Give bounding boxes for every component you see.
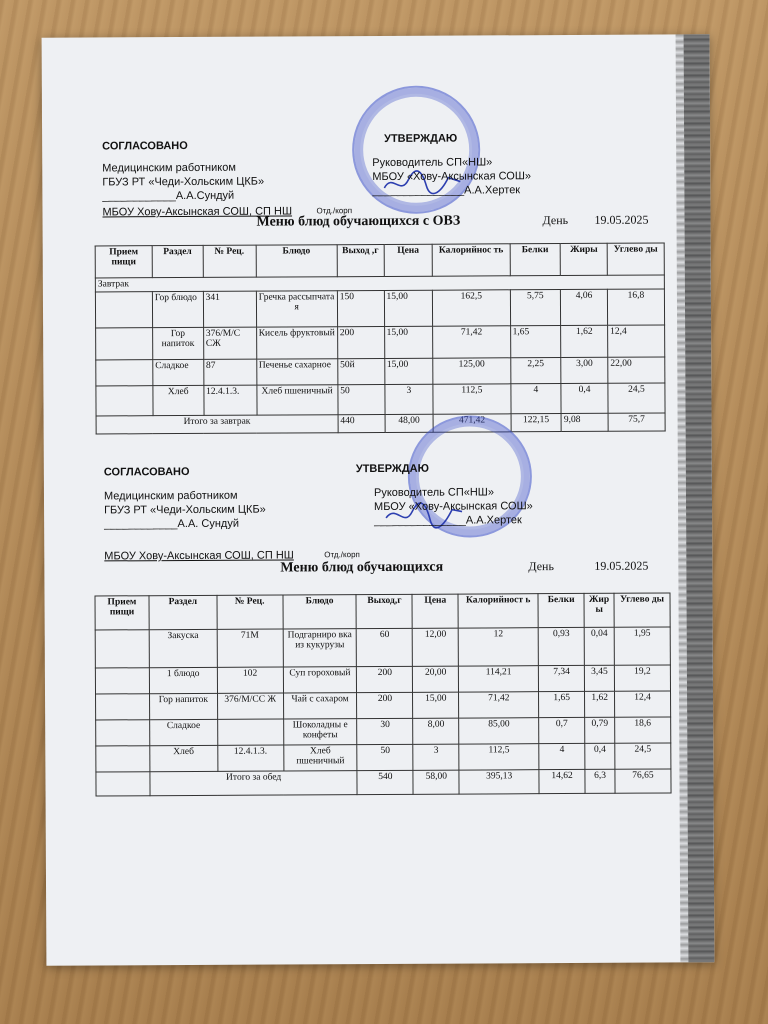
table-row (95, 289, 664, 328)
cell-price: 8,00 (413, 718, 459, 744)
approved-line: _______________А.А.Хертек (372, 184, 521, 198)
total-kcal: 471,42 (433, 414, 510, 432)
total-row (96, 413, 665, 434)
cell-carb: 1,95 (614, 627, 670, 665)
cell-kcal: 71,42 (459, 692, 539, 718)
cell-prot: 4 (510, 384, 561, 414)
col-header: Прием пищи (95, 246, 152, 278)
cell-rec: 102 (217, 667, 283, 693)
col-header: Прием пищи (95, 596, 149, 630)
col-header: Калорийнос ть (432, 244, 509, 276)
cell-fat: 4,06 (561, 289, 608, 325)
dept-label-1: Отд./корп (316, 206, 353, 216)
cell-carb: 24,5 (615, 743, 671, 769)
cell-out: 200 (337, 326, 384, 358)
table-row (95, 627, 670, 668)
cell-out: 50 (357, 744, 413, 770)
cell-price: 12,00 (413, 628, 459, 666)
cell-prot: 7,34 (539, 665, 585, 691)
menu-date-1: 19.05.2025 (594, 212, 649, 227)
cell-prot: 4 (539, 743, 585, 769)
menu-title-1: Меню блюд обучающихся с ОВЗ (256, 213, 461, 230)
total-out: 440 (338, 414, 385, 432)
col-header: Жир ы (584, 593, 614, 627)
day-label-1: День (542, 213, 569, 228)
cell-carb: 24,5 (608, 383, 665, 413)
cell-fat: 1,62 (561, 325, 608, 357)
cell-out: 200 (357, 666, 413, 692)
approved-by-1 (372, 155, 531, 198)
table-row (96, 383, 665, 416)
table-row (96, 325, 665, 360)
menu-table-ovz (95, 242, 666, 434)
header-row (95, 593, 670, 630)
cell-section: Хлеб (150, 745, 218, 771)
total-carb: 75,7 (608, 413, 665, 431)
cell-carb: 16,8 (607, 289, 664, 325)
cell-fat: 0,4 (561, 383, 608, 413)
cell-price: 15,00 (384, 290, 433, 326)
approved-heading-2: УТВЕРЖДАЮ (355, 462, 429, 476)
col-header: Углево ды (607, 243, 664, 275)
total-label: Итого за обед (150, 771, 358, 796)
cell-price: 20,00 (413, 666, 459, 692)
approved-line: Руководитель СП«НШ» (373, 486, 495, 500)
cell-price: 3 (384, 384, 433, 414)
total-row (96, 769, 671, 796)
cell-kcal: 12 (458, 628, 538, 666)
cell-dish: Хлеб пшеничный (283, 745, 357, 771)
total-price: 48,00 (385, 414, 434, 432)
cell-prot: 5,75 (510, 290, 561, 326)
approved-line: Руководитель СП«НШ» (372, 156, 493, 170)
agreed-line: Медицинским работником (103, 489, 238, 503)
approved-by-2 (374, 485, 533, 528)
cell-carb: 12,4 (615, 691, 671, 717)
agreed-by-2 (104, 489, 266, 532)
col-header: № Рец. (217, 595, 283, 629)
cell-out: 50 (338, 384, 385, 414)
cell-dish: Кисель фруктовый (256, 327, 337, 359)
cell-rec: 12.4.1.3. (218, 745, 284, 771)
menu-sheet (42, 34, 715, 965)
cell-carb: 22,00 (608, 357, 665, 383)
day-label-2: День (528, 559, 554, 574)
menu-title-2: Меню блюд обучающихся (280, 559, 444, 576)
cell-prot: 0,93 (538, 627, 584, 665)
total-price: 58,00 (413, 770, 459, 794)
col-header: Цена (384, 244, 433, 276)
cell-section: Сладкое (153, 359, 204, 385)
cell-out: 30 (357, 718, 413, 744)
total-fat: 9,08 (561, 413, 608, 431)
col-header: Белки (538, 593, 584, 627)
cell-prot: 1,65 (510, 326, 561, 358)
cell-prot: 2,25 (510, 358, 561, 384)
col-header: № Рец. (203, 245, 256, 277)
table-row (96, 743, 671, 772)
cell-fat: 3,45 (584, 665, 614, 691)
table-row (96, 717, 671, 746)
col-header: Белки (510, 244, 561, 276)
cell-kcal: 85,00 (459, 718, 539, 744)
cell-fat: 1,62 (585, 691, 615, 717)
cell-price: 15,00 (384, 326, 433, 358)
cell-kcal: 112,5 (433, 384, 510, 414)
approved-line: МБОУ «Хову-Аксынская СОШ» (374, 500, 533, 514)
col-header: Блюдо (283, 595, 357, 629)
cell-prot: 0,7 (539, 717, 585, 743)
total-kcal: 395,13 (459, 770, 539, 794)
cell-dish: Гречка рассыпчата я (256, 291, 337, 327)
cell-kcal: 114,21 (459, 666, 539, 692)
cell-kcal: 71,42 (433, 326, 510, 358)
approved-heading-1: УТВЕРЖДАЮ (384, 132, 458, 145)
agreed-heading-2: СОГЛАСОВАНО (103, 465, 190, 479)
menu-table-general (94, 592, 671, 796)
total-fat: 6,3 (585, 769, 615, 793)
cell-dish: Суп гороховый (283, 667, 357, 693)
school-name-2: МБОУ Хову-Аксынская СОШ, СП НШ (104, 549, 294, 563)
cell-rec: 376/М/С СЖ (203, 327, 256, 359)
cell-section: Гор блюдо (152, 291, 203, 327)
agreed-line: ____________А.А. Сундуй (104, 517, 239, 531)
cell-fat: 0,4 (585, 743, 615, 769)
agreed-line: ____________А.А.Сундуй (102, 189, 235, 203)
meal-label: Завтрак (95, 275, 664, 292)
cell-section: Гор напиток (149, 693, 217, 719)
dept-label-2: Отд./корп (324, 550, 360, 560)
cell-carb: 18,6 (615, 717, 671, 743)
col-header: Выход,г (356, 594, 412, 628)
cell-section: Сладкое (150, 719, 218, 745)
cell-section: Хлеб (153, 385, 204, 415)
cell-dish: Хлеб пшеничный (256, 385, 337, 415)
cell-dish: Чай с сахаром (283, 693, 357, 719)
header-row (95, 243, 664, 278)
col-header: Выход ,г (337, 244, 384, 276)
school-name-1: МБОУ Хову-Аксынская СОШ, СП НШ (102, 205, 293, 219)
cell-kcal: 125,00 (433, 358, 510, 384)
cell-out: 200 (357, 692, 413, 718)
agreed-heading-1: СОГЛАСОВАНО (102, 139, 188, 153)
approved-line: МБОУ «Хову-Аксынская СОШ» (372, 170, 532, 184)
cell-out: 150 (337, 290, 384, 326)
cell-dish: Шоколадны е конфеты (283, 719, 357, 745)
cell-rec: 87 (203, 359, 256, 385)
total-carb: 76,65 (615, 769, 671, 793)
cell-rec: 376/М/СС Ж (217, 693, 283, 719)
cell-section: Закуска (149, 629, 217, 667)
agreed-by-1 (102, 161, 264, 204)
approved-line: _______________А.А.Хертек (374, 514, 522, 528)
cell-carb: 12,4 (608, 325, 665, 357)
agreed-line: Медицинским работником (102, 161, 236, 175)
cell-carb: 19,2 (614, 665, 670, 691)
agreed-line: ГБУЗ РТ «Чеди-Хольским ЦКБ» (102, 175, 265, 189)
col-header: Углево ды (614, 593, 670, 627)
total-prot: 14,62 (539, 769, 585, 793)
cell-price: 3 (413, 744, 459, 770)
cell-dish: Подгарниро вка из кукурузы (283, 629, 357, 667)
cell-out: 60 (357, 628, 413, 666)
cell-rec: 71М (217, 629, 283, 667)
cell-dish: Печенье сахарное (256, 359, 337, 385)
table-row (95, 665, 670, 694)
cell-fat: 3,00 (561, 357, 608, 383)
cell-rec: 12.4.1.3. (204, 385, 257, 415)
cell-kcal: 112,5 (459, 744, 539, 770)
table-row (96, 357, 665, 386)
cell-section: 1 блюдо (149, 667, 217, 693)
agreed-line: ГБУЗ РТ «Чеди-Хольским ЦКБ» (104, 503, 266, 517)
cell-section: Гор напиток (152, 327, 203, 359)
cell-price: 15,00 (384, 358, 433, 384)
cell-rec: 341 (203, 291, 256, 327)
cell-kcal: 162,5 (433, 290, 510, 326)
total-label: Итого за завтрак (96, 415, 338, 434)
cell-out: 50й (338, 358, 385, 384)
scan-edge (684, 34, 715, 962)
col-header: Раздел (152, 245, 203, 277)
cell-fat: 0,04 (584, 627, 614, 665)
total-out: 540 (357, 770, 413, 794)
cell-price: 15,00 (413, 692, 459, 718)
col-header: Жиры (560, 243, 607, 275)
col-header: Калорийност ь (458, 594, 538, 628)
cell-rec (217, 719, 283, 745)
cell-prot: 1,65 (539, 691, 585, 717)
table-row (96, 691, 671, 720)
col-header: Раздел (149, 595, 217, 629)
menu-date-2: 19.05.2025 (594, 558, 649, 573)
col-header: Цена (412, 594, 458, 628)
col-header: Блюдо (256, 245, 337, 277)
cell-fat: 0,79 (585, 717, 615, 743)
total-prot: 122,15 (511, 414, 562, 432)
